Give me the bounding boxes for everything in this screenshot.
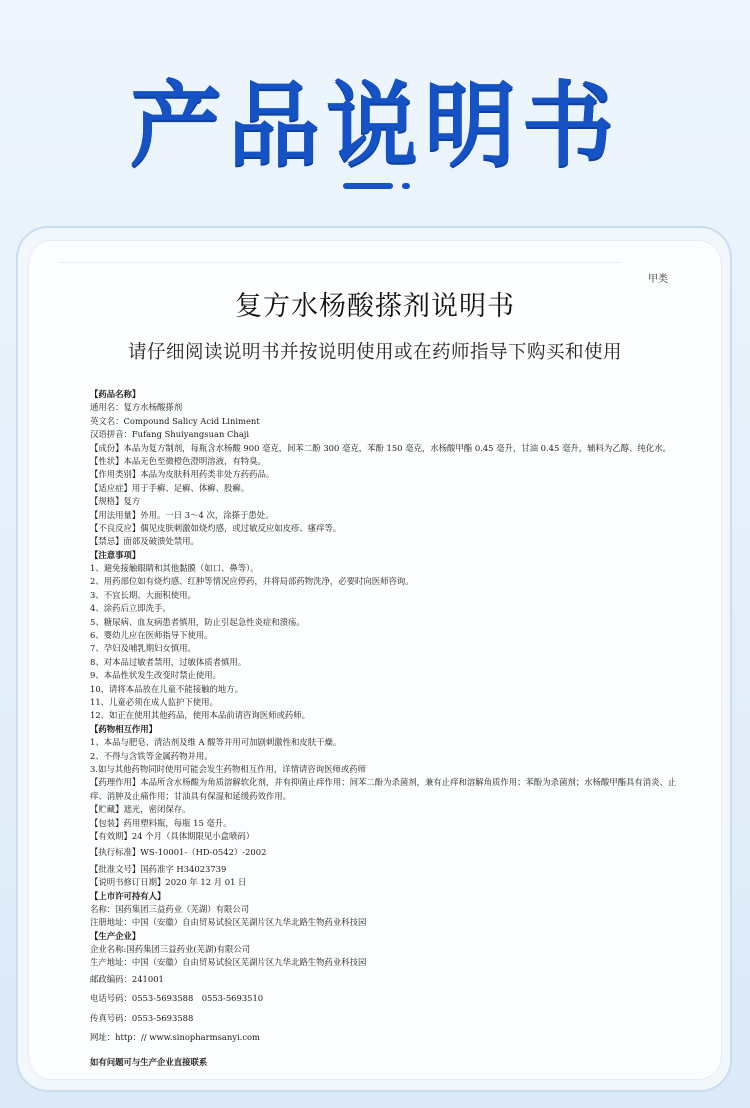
- body-line: 生产地址：中国（安徽）自由贸易试验区芜湖片区九华北路生物药业科技园: [90, 957, 367, 968]
- body-line: 注册地址：中国（安徽）自由贸易试验区芜湖片区九华北路生物药业科技园: [90, 917, 367, 928]
- website: 网址：http：// www.sinopharmsanyi.com: [90, 1032, 261, 1043]
- section-heading: 【生产企业】: [90, 930, 141, 941]
- body-line: 【禁忌】面部及破溃处禁用。: [90, 536, 199, 547]
- section-heading: 【上市许可持有人】: [90, 890, 166, 901]
- body-line: 【批准文号】国药准字 H34023739: [90, 863, 227, 874]
- body-line: 英文名：Compound Salicy Acid Liniment: [90, 415, 260, 426]
- body-line: 【成份】本品为复方制剂，每瓶含水杨酸 900 毫克，间苯二酚 300 毫克，苯酚 150 毫克，水杨酸甲酯 0.45 毫升，甘油 0.45 毫升，辅料为乙醇、纯化水。: [90, 442, 671, 453]
- section-heading: 【药品名称】: [90, 389, 141, 399]
- page-title: 产品说明书: [129, 72, 620, 179]
- body-line: 9、本品性状发生改变时禁止使用。: [90, 670, 221, 681]
- contact-note: 如有问题可与生产企业直接联系: [90, 1057, 208, 1068]
- body-line: 1、避免接触眼睛和其他黏膜（如口、鼻等）。: [90, 563, 259, 574]
- body-line: 【规格】复方: [90, 496, 141, 507]
- body-line: 名称：国药集团三益药业（芜湖）有限公司: [90, 903, 250, 914]
- postal-code: 邮政编码：241001: [90, 973, 164, 984]
- body-line: 4、涂药后立即洗手。: [90, 603, 171, 614]
- title-underline-dot: [402, 183, 410, 189]
- body-line: 通用名：复方水杨酸搽剂: [90, 402, 183, 413]
- section-heading: 【药物相互作用】: [90, 723, 157, 734]
- body-line: 【包装】药用塑料瓶，每瓶 15 毫升。: [90, 817, 232, 828]
- body-line: 7、孕妇及哺乳期妇女慎用。: [90, 643, 196, 654]
- body-line: 11、儿童必须在成人监护下使用。: [90, 697, 218, 707]
- body-line: 2、不得与含铁等金属药物并用。: [90, 750, 213, 761]
- document-class-label: 甲类: [648, 274, 668, 285]
- body-line: 汉语拼音：Fufang Shuiyangsuan Chaji: [90, 429, 250, 440]
- body-line: 【用法用量】外用。一日 3～4 次，涂搽于患处。: [90, 509, 274, 520]
- body-line: 【执行标准】WS-10001-（HD-0542）-2002: [90, 847, 267, 858]
- body-line: 3、不宜长期、大面积使用。: [90, 589, 196, 600]
- body-line: 【作用类别】本品为皮肤科用药类非处方药药品。: [90, 469, 275, 480]
- body-line: 1、本品与肥皂、清洁剂及维 A 酸等并用可加剧刺激性和皮肤干燥。: [90, 737, 342, 748]
- body-line: 6、婴幼儿应在医师指导下使用。: [90, 630, 213, 641]
- fax-number: 传真号码：0553-5693588: [90, 1012, 194, 1023]
- body-line: 企业名称:国药集团三益药业(芜湖)有限公司: [90, 944, 251, 955]
- body-line: 【贮藏】遮光，密闭保存。: [90, 804, 191, 815]
- body-line: 【适应症】用于手癣、足癣、体癣、股癣。: [90, 482, 250, 493]
- document-notice: 请仔细阅读说明书并按说明使用或在药师指导下购买和使用: [127, 342, 622, 363]
- body-line: 8、对本品过敏者禁用，过敏体质者慎用。: [90, 656, 247, 667]
- body-line: 【说明书修订日期】2020 年 12 月 01 日: [90, 877, 247, 888]
- body-line: 5、糖尿病、血友病患者慎用，防止引起急性炎症和溃疡。: [90, 616, 305, 627]
- document-title: 复方水杨酸搽剂说明书: [235, 291, 515, 322]
- body-line: 【有效期】24 个月（具体期限见小盒喷码）: [90, 830, 255, 841]
- body-line: 【药理作用】本品所含水杨酸为角质溶解软化剂，并有抑菌止痒作用；间苯二酚为杀菌剂，兼有止痒和溶解角质作用；苯酚为杀菌剂；水杨酸甲酯具有消炎、止痒、消肿及止痛作用；甘油具有保湿和延缓药效作用。: [90, 777, 677, 801]
- body-line: 10、请将本品放在儿童不能接触的地方。: [90, 683, 244, 694]
- body-line: 12、如正在使用其他药品，使用本品前请咨询医师或药师。: [90, 710, 311, 721]
- paper-top-line: [60, 262, 620, 263]
- body-line: 3.如与其他药物同时使用可能会发生药物相互作用，详情请咨询医师或药师: [90, 763, 366, 774]
- body-line: 【性状】本品无色至微橙色澄明溶液，有特臭。: [90, 455, 266, 466]
- body-line: 【不良反应】偶见皮肤刺激如烧灼感，或过敏反应如皮疹、瘙痒等。: [90, 522, 342, 533]
- title-underline-dash: [343, 183, 393, 189]
- body-line: 2、用药部位如有烧灼感、红肿等情况应停药，并将局部药物洗净，必要时向医师咨询。: [90, 576, 414, 587]
- section-heading: 【注意事项】: [90, 549, 141, 560]
- phone-numbers: 电话号码：0553-5693588 0553-5693510: [90, 993, 264, 1004]
- document-body: [90, 388, 685, 1070]
